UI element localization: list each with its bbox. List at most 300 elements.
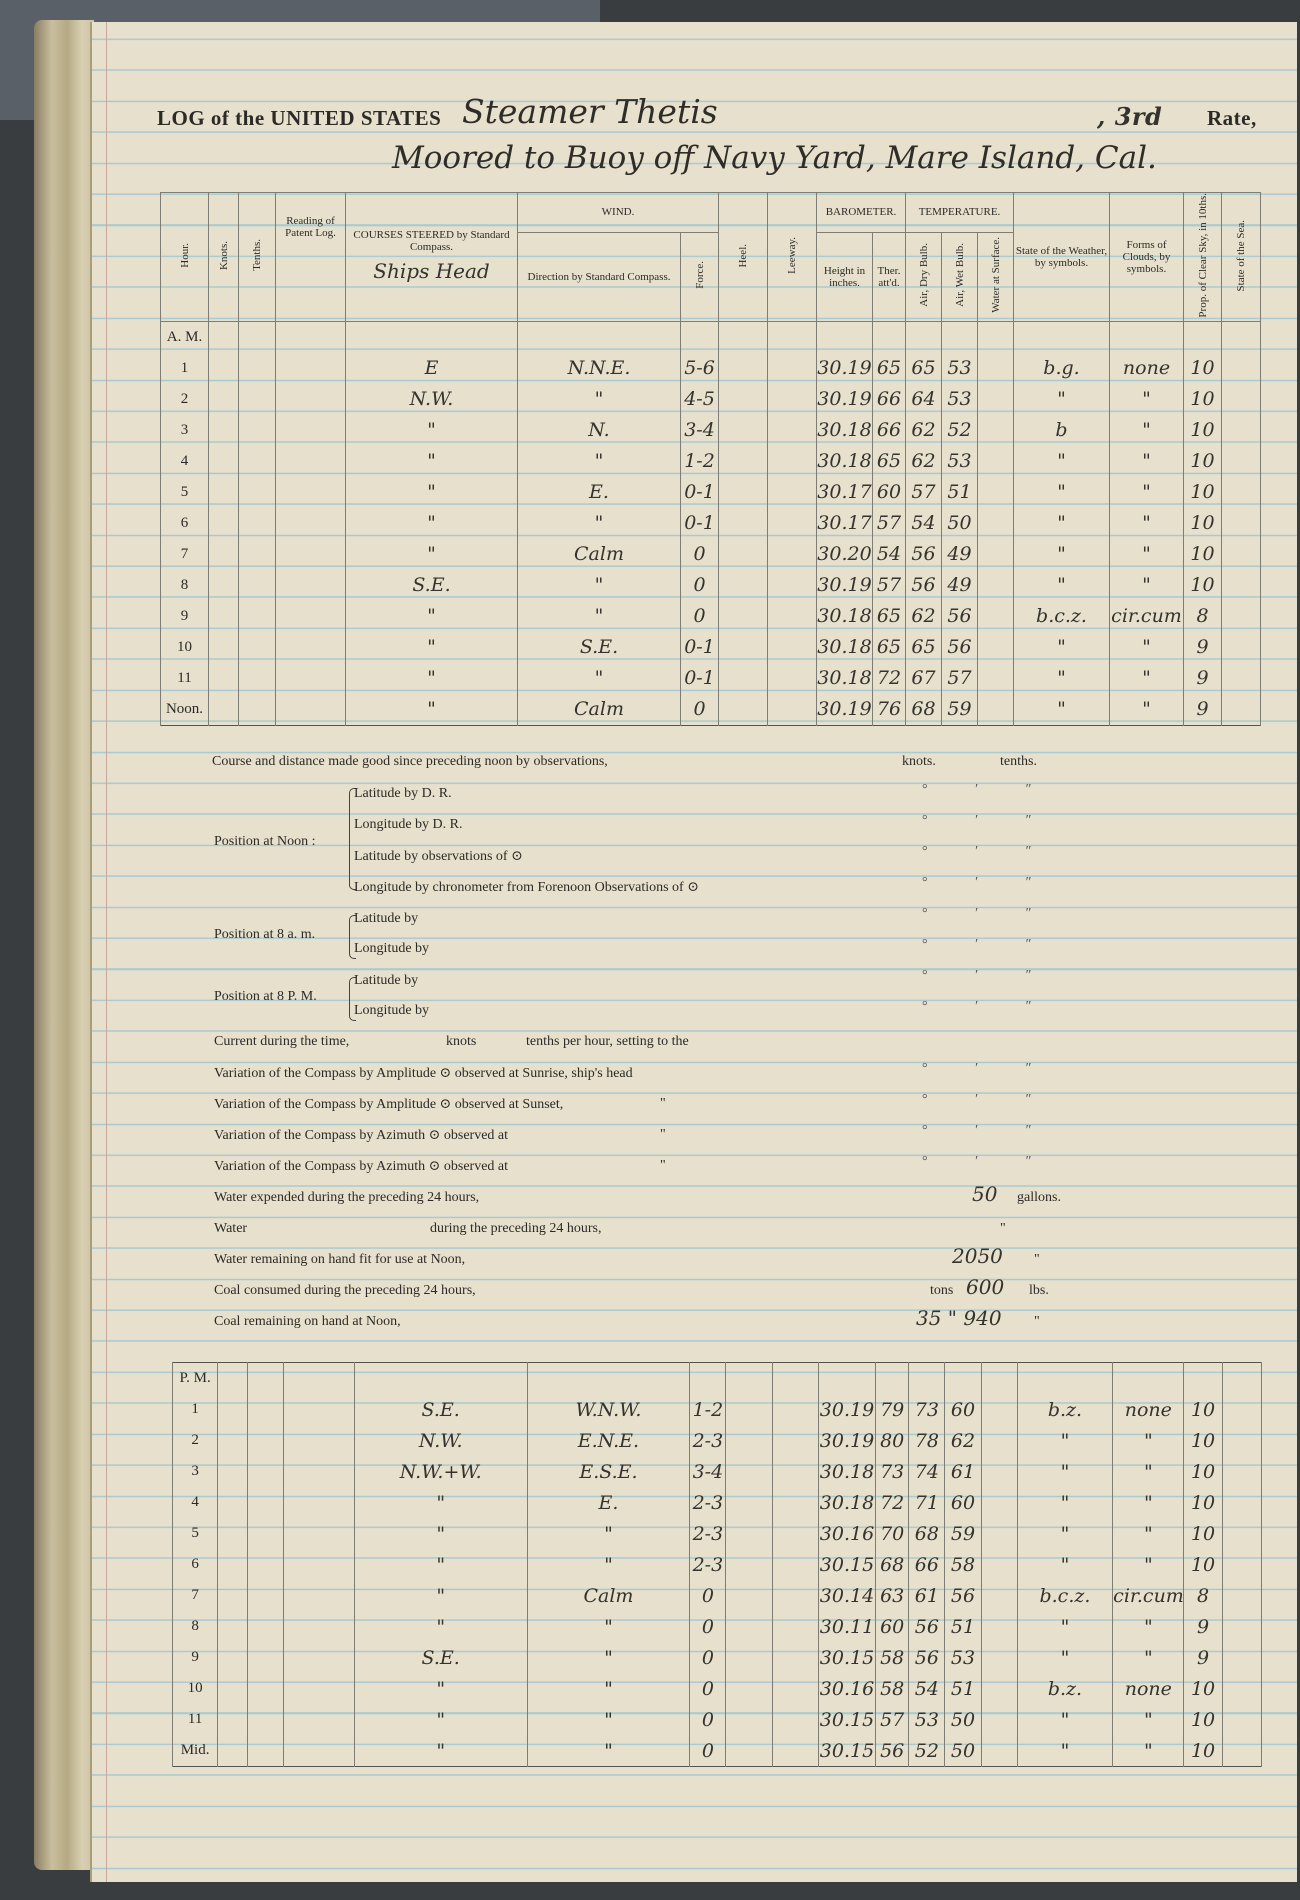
col-height: Height in inches. bbox=[817, 232, 873, 321]
dry-bulb-cell: 64 bbox=[906, 384, 942, 415]
dry-bulb-cell: 52 bbox=[909, 1735, 945, 1767]
wind-force-cell: 0 bbox=[690, 1642, 726, 1673]
knots-cell bbox=[218, 1580, 248, 1611]
gallons-label: gallons. bbox=[1017, 1190, 1061, 1205]
patent-log-cell bbox=[276, 570, 346, 601]
weather-cell: b.z. bbox=[1017, 1673, 1112, 1704]
wind-direction-cell: E. bbox=[518, 477, 681, 508]
patent-log-cell bbox=[276, 632, 346, 663]
heel-cell bbox=[726, 1394, 772, 1425]
knots-cell bbox=[218, 1611, 248, 1642]
sea-state-cell bbox=[1222, 1425, 1261, 1456]
latitude-8pm: Latitude by bbox=[354, 973, 419, 988]
tenths-cell bbox=[239, 508, 276, 539]
barometer-height-cell: 30.15 bbox=[818, 1735, 875, 1767]
clouds-cell: " bbox=[1113, 1456, 1184, 1487]
leeway-cell bbox=[768, 632, 817, 663]
wind-direction-cell: Calm bbox=[518, 694, 681, 726]
weather-cell: " bbox=[1014, 694, 1110, 726]
tenths-cell bbox=[248, 1735, 284, 1767]
knots-cell bbox=[209, 632, 239, 663]
barometer-height-cell: 30.18 bbox=[818, 1487, 875, 1518]
thermometer-attached-cell: 54 bbox=[873, 539, 906, 570]
barometer-height-cell: 30.16 bbox=[818, 1673, 875, 1704]
am-row bbox=[161, 384, 1261, 415]
tenths-cell bbox=[239, 353, 276, 384]
course-knots-label: knots. bbox=[902, 754, 936, 769]
variation-azimuth-1: Variation of the Compass by Azimuth ⊙ observed at bbox=[214, 1128, 509, 1143]
wind-direction-cell: " bbox=[527, 1704, 690, 1735]
clouds-cell: " bbox=[1110, 663, 1184, 694]
col-wind-direction: Direction by Standard Compass. bbox=[518, 232, 681, 321]
wind-direction-cell: Calm bbox=[527, 1580, 690, 1611]
dry-bulb-cell: 78 bbox=[909, 1425, 945, 1456]
course-cell: " bbox=[354, 1487, 527, 1518]
thermometer-attached-cell: 76 bbox=[873, 694, 906, 726]
heel-cell bbox=[719, 601, 768, 632]
hour-cell: 1 bbox=[173, 1394, 218, 1425]
clouds-cell: " bbox=[1113, 1704, 1184, 1735]
sea-state-cell bbox=[1222, 663, 1261, 694]
leeway-cell bbox=[768, 477, 817, 508]
deg-marks-7: ° ′ ″ bbox=[922, 968, 1054, 983]
clouds-cell: " bbox=[1110, 539, 1184, 570]
clouds-cell: " bbox=[1110, 384, 1184, 415]
sea-state-cell bbox=[1222, 1611, 1261, 1642]
patent-log-cell bbox=[276, 446, 346, 477]
hour-cell: 4 bbox=[173, 1487, 218, 1518]
deg-marks-1: ° ′ ″ bbox=[922, 782, 1054, 797]
water-remaining-label: Water remaining on hand fit for use at Noon, bbox=[214, 1252, 466, 1267]
weather-cell: " bbox=[1017, 1735, 1112, 1767]
am-row bbox=[161, 508, 1261, 539]
hour-cell: 9 bbox=[173, 1642, 218, 1673]
dry-bulb-cell: 54 bbox=[909, 1673, 945, 1704]
clouds-cell: " bbox=[1113, 1642, 1184, 1673]
am-row bbox=[161, 632, 1261, 663]
wind-direction-cell: " bbox=[518, 570, 681, 601]
thermometer-attached-cell: 72 bbox=[873, 663, 906, 694]
sea-state-cell bbox=[1222, 1735, 1261, 1767]
course-cell: N.W. bbox=[354, 1425, 527, 1456]
course-cell: E bbox=[346, 353, 518, 384]
col-leeway: Leeway. bbox=[786, 236, 798, 274]
pm-row bbox=[173, 1611, 1262, 1642]
knots-cell bbox=[209, 539, 239, 570]
col-temperature: TEMPERATURE. bbox=[906, 193, 1014, 233]
clear-sky-cell: 9 bbox=[1184, 694, 1222, 726]
weather-cell: b bbox=[1014, 415, 1110, 446]
clear-sky-cell: 10 bbox=[1184, 1735, 1222, 1767]
hour-cell: 7 bbox=[173, 1580, 218, 1611]
coal-remaining-value: 35 " 940 bbox=[916, 1306, 1002, 1330]
leeway-cell bbox=[768, 601, 817, 632]
course-cell: " bbox=[346, 415, 518, 446]
wind-force-cell: 0-1 bbox=[681, 663, 719, 694]
hour-cell: Mid. bbox=[173, 1735, 218, 1767]
heel-cell bbox=[726, 1456, 772, 1487]
knots-cell bbox=[209, 384, 239, 415]
leeway-cell bbox=[772, 1456, 818, 1487]
sea-state-cell bbox=[1222, 539, 1261, 570]
knots-cell bbox=[209, 415, 239, 446]
patent-log-cell bbox=[284, 1580, 354, 1611]
weather-cell: b.c.z. bbox=[1017, 1580, 1112, 1611]
barometer-height-cell: 30.18 bbox=[817, 632, 873, 663]
sea-state-cell bbox=[1222, 1580, 1261, 1611]
barometer-height-cell: 30.18 bbox=[817, 601, 873, 632]
hour-cell: 7 bbox=[161, 539, 209, 570]
weather-cell: " bbox=[1014, 663, 1110, 694]
weather-cell: " bbox=[1014, 446, 1110, 477]
pm-row bbox=[173, 1735, 1262, 1767]
patent-log-cell bbox=[284, 1487, 354, 1518]
water-surface-cell bbox=[978, 570, 1014, 601]
water-surface-cell bbox=[978, 601, 1014, 632]
clear-sky-cell: 10 bbox=[1184, 539, 1222, 570]
longitude-8am: Longitude by bbox=[354, 941, 430, 956]
knots-cell bbox=[209, 446, 239, 477]
knots-cell bbox=[218, 1704, 248, 1735]
dry-bulb-cell: 65 bbox=[906, 353, 942, 384]
water-surface-cell bbox=[978, 508, 1014, 539]
dry-bulb-cell: 71 bbox=[909, 1487, 945, 1518]
ditto-water: " bbox=[1000, 1221, 1006, 1236]
water-surface-cell bbox=[981, 1487, 1017, 1518]
heel-cell bbox=[726, 1673, 772, 1704]
clear-sky-cell: 10 bbox=[1184, 1704, 1222, 1735]
hour-cell: 8 bbox=[161, 570, 209, 601]
deg-marks-3: ° ′ ″ bbox=[922, 844, 1054, 859]
course-cell: " bbox=[354, 1549, 527, 1580]
pm-row bbox=[173, 1456, 1262, 1487]
wet-bulb-cell: 50 bbox=[942, 508, 978, 539]
latitude-dr: Latitude by D. R. bbox=[354, 786, 452, 801]
heel-cell bbox=[719, 632, 768, 663]
ditto-azimuth-2: " bbox=[660, 1158, 666, 1173]
course-cell: " bbox=[354, 1735, 527, 1767]
thermometer-attached-cell: 65 bbox=[873, 353, 906, 384]
thermometer-attached-cell: 58 bbox=[876, 1642, 909, 1673]
heel-cell bbox=[726, 1704, 772, 1735]
thermometer-attached-cell: 60 bbox=[876, 1611, 909, 1642]
hour-cell: 4 bbox=[161, 446, 209, 477]
rate-number: , 3rd bbox=[1097, 102, 1163, 131]
tenths-cell bbox=[248, 1456, 284, 1487]
water-expended-value: 50 bbox=[972, 1182, 998, 1206]
wind-force-cell: 0 bbox=[681, 694, 719, 726]
thermometer-attached-cell: 58 bbox=[876, 1673, 909, 1704]
dry-bulb-cell: 68 bbox=[906, 694, 942, 726]
variation-sunrise: Variation of the Compass by Amplitude ⊙ observed at Sunrise, ship's head bbox=[214, 1066, 633, 1081]
clouds-cell: " bbox=[1110, 477, 1184, 508]
patent-log-cell bbox=[276, 539, 346, 570]
deg-marks-10: ° ′ ″ bbox=[922, 1092, 1054, 1107]
wind-force-cell: 0 bbox=[681, 539, 719, 570]
hour-cell: 1 bbox=[161, 353, 209, 384]
clear-sky-cell: 10 bbox=[1184, 477, 1222, 508]
wind-force-cell: 0 bbox=[690, 1580, 726, 1611]
brace-noon bbox=[349, 788, 356, 890]
water-surface-cell bbox=[978, 632, 1014, 663]
course-cell: " bbox=[346, 446, 518, 477]
water-during-label: during the preceding 24 hours, bbox=[430, 1221, 602, 1236]
knots-cell bbox=[218, 1394, 248, 1425]
wind-direction-cell: " bbox=[518, 384, 681, 415]
leeway-cell bbox=[768, 446, 817, 477]
water-surface-cell bbox=[978, 694, 1014, 726]
thermometer-attached-cell: 70 bbox=[876, 1518, 909, 1549]
sea-state-cell bbox=[1222, 570, 1261, 601]
weather-cell: " bbox=[1017, 1518, 1112, 1549]
water-surface-cell bbox=[981, 1704, 1017, 1735]
tenths-cell bbox=[239, 477, 276, 508]
wet-bulb-cell: 58 bbox=[945, 1549, 981, 1580]
am-log-table bbox=[160, 192, 1261, 726]
book-page-edges bbox=[34, 20, 94, 1870]
leeway-cell bbox=[772, 1704, 818, 1735]
wet-bulb-cell: 49 bbox=[942, 539, 978, 570]
wet-bulb-cell: 59 bbox=[942, 694, 978, 726]
barometer-height-cell: 30.15 bbox=[818, 1704, 875, 1735]
course-cell: " bbox=[354, 1580, 527, 1611]
wind-force-cell: 2-3 bbox=[690, 1549, 726, 1580]
wind-force-cell: 3-4 bbox=[681, 415, 719, 446]
knots-cell bbox=[218, 1425, 248, 1456]
clear-sky-cell: 10 bbox=[1184, 570, 1222, 601]
wind-force-cell: 1-2 bbox=[681, 446, 719, 477]
leeway-cell bbox=[772, 1673, 818, 1704]
dry-bulb-cell: 56 bbox=[906, 539, 942, 570]
wind-direction-cell: N.N.E. bbox=[518, 353, 681, 384]
heel-cell bbox=[726, 1735, 772, 1767]
log-title: LOG of the UNITED STATES bbox=[157, 106, 442, 130]
heel-cell bbox=[719, 415, 768, 446]
hour-cell: 2 bbox=[161, 384, 209, 415]
wind-direction-cell: " bbox=[518, 663, 681, 694]
barometer-height-cell: 30.18 bbox=[818, 1456, 875, 1487]
rate-label: Rate, bbox=[1207, 106, 1257, 130]
col-barometer: BAROMETER. bbox=[817, 193, 906, 233]
sea-state-cell bbox=[1222, 1394, 1261, 1425]
course-cell: S.E. bbox=[354, 1394, 527, 1425]
weather-cell: " bbox=[1017, 1704, 1112, 1735]
col-heel: Heel. bbox=[737, 243, 749, 268]
weather-cell: " bbox=[1014, 477, 1110, 508]
leeway-cell bbox=[768, 508, 817, 539]
sea-state-cell bbox=[1222, 1673, 1261, 1704]
tenths-cell bbox=[239, 446, 276, 477]
leeway-cell bbox=[772, 1425, 818, 1456]
wind-force-cell: 4-5 bbox=[681, 384, 719, 415]
barometer-height-cell: 30.11 bbox=[818, 1611, 875, 1642]
wind-direction-cell: " bbox=[527, 1735, 690, 1767]
thermometer-attached-cell: 57 bbox=[876, 1704, 909, 1735]
clear-sky-cell: 10 bbox=[1184, 384, 1222, 415]
course-cell: " bbox=[354, 1611, 527, 1642]
dry-bulb-cell: 56 bbox=[909, 1611, 945, 1642]
leeway-cell bbox=[768, 384, 817, 415]
sea-state-cell bbox=[1222, 694, 1261, 726]
hour-cell: 3 bbox=[161, 415, 209, 446]
patent-log-cell bbox=[276, 601, 346, 632]
latitude-obs: Latitude by observations of ⊙ bbox=[354, 849, 523, 864]
barometer-height-cell: 30.18 bbox=[817, 446, 873, 477]
wind-force-cell: 2-3 bbox=[690, 1487, 726, 1518]
col-weather: State of the Weather, by symbols. bbox=[1014, 193, 1110, 322]
clouds-cell: " bbox=[1110, 446, 1184, 477]
current-label: Current during the time, bbox=[214, 1034, 350, 1049]
course-distance-label: Course and distance made good since preceding noon by observations, bbox=[212, 754, 608, 769]
heel-cell bbox=[719, 508, 768, 539]
clouds-cell: " bbox=[1113, 1611, 1184, 1642]
heel-cell bbox=[726, 1425, 772, 1456]
tenths-cell bbox=[239, 632, 276, 663]
water-remaining-value: 2050 bbox=[952, 1244, 1003, 1268]
barometer-height-cell: 30.15 bbox=[818, 1549, 875, 1580]
wet-bulb-cell: 60 bbox=[945, 1394, 981, 1425]
wind-direction-cell: E.S.E. bbox=[527, 1456, 690, 1487]
knots-cell bbox=[209, 663, 239, 694]
dry-bulb-cell: 73 bbox=[909, 1394, 945, 1425]
ditto-azimuth-1: " bbox=[660, 1127, 666, 1142]
hour-cell: 2 bbox=[173, 1425, 218, 1456]
tenths-cell bbox=[248, 1704, 284, 1735]
pm-row bbox=[173, 1518, 1262, 1549]
course-cell: " bbox=[346, 477, 518, 508]
barometer-height-cell: 30.14 bbox=[818, 1580, 875, 1611]
wind-force-cell: 0-1 bbox=[681, 508, 719, 539]
clouds-cell: " bbox=[1110, 632, 1184, 663]
wet-bulb-cell: 51 bbox=[942, 477, 978, 508]
sea-state-cell bbox=[1222, 415, 1261, 446]
course-cell: " bbox=[346, 539, 518, 570]
wind-direction-cell: " bbox=[527, 1518, 690, 1549]
weather-cell: " bbox=[1017, 1642, 1112, 1673]
thermometer-attached-cell: 63 bbox=[876, 1580, 909, 1611]
heel-cell bbox=[719, 446, 768, 477]
wind-direction-cell: Calm bbox=[518, 539, 681, 570]
weather-cell: " bbox=[1017, 1549, 1112, 1580]
hour-cell: 6 bbox=[173, 1549, 218, 1580]
wind-direction-cell: " bbox=[527, 1673, 690, 1704]
thermometer-attached-cell: 68 bbox=[876, 1549, 909, 1580]
wind-direction-cell: " bbox=[527, 1549, 690, 1580]
deg-marks-5: ° ′ ″ bbox=[922, 906, 1054, 921]
knots-cell bbox=[209, 477, 239, 508]
tenths-cell bbox=[248, 1487, 284, 1518]
leeway-cell bbox=[768, 694, 817, 726]
weather-cell: b.c.z. bbox=[1014, 601, 1110, 632]
dry-bulb-cell: 54 bbox=[906, 508, 942, 539]
dry-bulb-cell: 74 bbox=[909, 1456, 945, 1487]
wind-direction-cell: " bbox=[518, 508, 681, 539]
dry-bulb-cell: 53 bbox=[909, 1704, 945, 1735]
clear-sky-cell: 10 bbox=[1184, 446, 1222, 477]
water-surface-cell bbox=[981, 1580, 1017, 1611]
heel-cell bbox=[726, 1611, 772, 1642]
wind-direction-cell: " bbox=[518, 446, 681, 477]
course-cell: " bbox=[354, 1518, 527, 1549]
wet-bulb-cell: 51 bbox=[945, 1673, 981, 1704]
pm-row bbox=[173, 1704, 1262, 1735]
clear-sky-cell: 10 bbox=[1184, 1487, 1222, 1518]
hour-cell: 5 bbox=[173, 1518, 218, 1549]
knots-cell bbox=[218, 1518, 248, 1549]
thermometer-attached-cell: 80 bbox=[876, 1425, 909, 1456]
wind-direction-cell: " bbox=[527, 1611, 690, 1642]
course-cell: N.W.+W. bbox=[354, 1456, 527, 1487]
wet-bulb-cell: 53 bbox=[942, 384, 978, 415]
ditto-sunset: " bbox=[660, 1096, 666, 1111]
thermometer-attached-cell: 56 bbox=[876, 1735, 909, 1767]
dry-bulb-cell: 56 bbox=[906, 570, 942, 601]
wet-bulb-cell: 56 bbox=[942, 601, 978, 632]
sea-state-cell bbox=[1222, 353, 1261, 384]
clear-sky-cell: 9 bbox=[1184, 632, 1222, 663]
clouds-cell: " bbox=[1113, 1425, 1184, 1456]
patent-log-cell bbox=[284, 1735, 354, 1767]
dry-bulb-cell: 67 bbox=[906, 663, 942, 694]
sea-state-cell bbox=[1222, 1549, 1261, 1580]
hour-cell: 3 bbox=[173, 1456, 218, 1487]
patent-log-cell bbox=[284, 1394, 354, 1425]
tenths-cell bbox=[248, 1425, 284, 1456]
sea-state-cell bbox=[1222, 508, 1261, 539]
knots-cell bbox=[218, 1735, 248, 1767]
water-surface-cell bbox=[981, 1456, 1017, 1487]
patent-log-cell bbox=[284, 1549, 354, 1580]
clear-sky-cell: 8 bbox=[1184, 601, 1222, 632]
col-dry-bulb: Air, Dry Bulb. bbox=[917, 243, 930, 308]
thermometer-attached-cell: 65 bbox=[873, 601, 906, 632]
col-clouds: Forms of Clouds, by symbols. bbox=[1110, 193, 1184, 322]
dry-bulb-cell: 66 bbox=[909, 1549, 945, 1580]
wind-force-cell: 0-1 bbox=[681, 477, 719, 508]
wind-force-cell: 0 bbox=[690, 1611, 726, 1642]
dry-bulb-cell: 62 bbox=[906, 601, 942, 632]
clouds-cell: " bbox=[1113, 1487, 1184, 1518]
tenths-cell bbox=[239, 384, 276, 415]
heel-cell bbox=[726, 1518, 772, 1549]
am-label: A. M. bbox=[161, 321, 209, 353]
pm-row bbox=[173, 1394, 1262, 1425]
clouds-cell: " bbox=[1113, 1518, 1184, 1549]
wind-force-cell: 0 bbox=[681, 601, 719, 632]
course-cell: " bbox=[354, 1704, 527, 1735]
sea-state-cell bbox=[1222, 384, 1261, 415]
barometer-height-cell: 30.19 bbox=[818, 1425, 875, 1456]
course-cell: " bbox=[346, 694, 518, 726]
tenths-cell bbox=[239, 415, 276, 446]
col-force: Force. bbox=[693, 261, 706, 290]
col-courses: COURSES STEERED by Standard Compass. bbox=[353, 229, 510, 253]
thermometer-attached-cell: 60 bbox=[873, 477, 906, 508]
weather-cell: b.g. bbox=[1014, 353, 1110, 384]
position-8am-label: Position at 8 a. m. bbox=[214, 927, 316, 942]
wet-bulb-cell: 53 bbox=[945, 1642, 981, 1673]
heel-cell bbox=[719, 570, 768, 601]
wind-force-cell: 5-6 bbox=[681, 353, 719, 384]
wind-direction-cell: E. bbox=[527, 1487, 690, 1518]
wind-force-cell: 0 bbox=[690, 1704, 726, 1735]
wet-bulb-cell: 60 bbox=[945, 1487, 981, 1518]
heel-cell bbox=[719, 353, 768, 384]
clouds-cell: none bbox=[1113, 1394, 1184, 1425]
col-ships-head: Ships Head bbox=[373, 259, 490, 283]
am-row bbox=[161, 446, 1261, 477]
barometer-height-cell: 30.15 bbox=[818, 1642, 875, 1673]
